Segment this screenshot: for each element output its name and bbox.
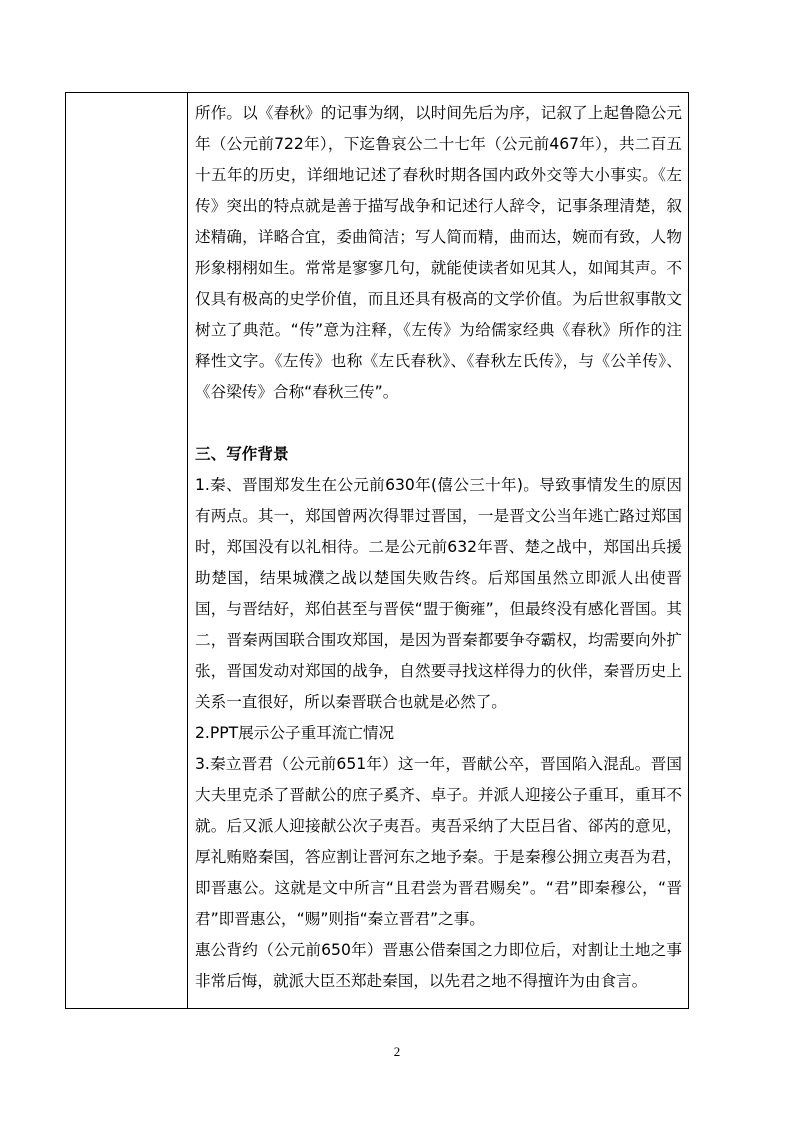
blank-line	[195, 408, 682, 439]
page-number: 2	[393, 1044, 401, 1059]
content-body	[188, 93, 688, 997]
paragraph-background-1: 1.秦、晋围郑发生在公元前630年(僖公三十年)。导致事情发生的原因有两点。其一，郑国曾两次得罪过晋国，一是晋文公当年逃亡路过郑国时，郑国没有以礼相待。二是公元前632年晋、楚之战中，郑国出兵援助楚国，结果城濮之战以楚国失败告终。后郑国虽然立即派人出使晋国，与晋结好，郑伯甚至与晋侯“盟于衡雍”，但最终没有感化晋国。其二，晋秦两国联合围攻郑国，是因为晋秦都要争夺霸权，均需要向外扩张，晋国发动对郑国的战争，自然要寻找这样得力的伙伴，秦晋历史上关系一直很好，所以秦晋联合也就是必然了。	[195, 476, 682, 711]
paragraph-background-3: 3.秦立晋君（公元前651年）这一年，晋献公卒，晋国陷入混乱。晋国大夫里克杀了晋献公的庶子奚齐、卓子。并派人迎接公子重耳，重耳不就。后又派人迎接献公次子夷吾。夷吾采纳了大臣吕省、郤芮的意见，厚礼贿赂秦国，答应割让晋河东之地予秦。于是秦穆公拥立夷吾为君，即晋惠公。这就是文中所言“且君尝为晋君赐矣”。“君”即秦穆公，“晋君”即晋惠公，“赐”则指“秦立晋君”之事。	[195, 755, 682, 928]
table-row	[66, 93, 689, 1009]
section-heading: 三、写作背景	[195, 445, 289, 463]
paragraph-background-4: 惠公背约（公元前650年）晋惠公借秦国之力即位后，对割让土地之事非常后悔，就派大臣丕郑赴秦国，以先君之地不得擅许为由食言。	[195, 941, 682, 990]
paragraph-background-2: 2.PPT展示公子重耳流亡情况	[195, 724, 395, 742]
document-table	[65, 92, 689, 1009]
table-left-cell	[66, 93, 188, 1009]
table-content-cell	[188, 93, 689, 1009]
paragraph-zuozhuan-intro: 所作。以《春秋》的记事为纲，以时间先后为序，记叙了上起鲁隐公元年（公元前722年），下迄鲁哀公二十七年（公元前467年），共二百五十五年的历史，详细地记述了春秋时期各国内政外交等大小事实。《左传》突出的特点就是善于描写战争和记述行人辞令，记事条理清楚，叙述精确，详略合宜，委曲简洁；写人简而精，曲而达，婉而有致，人物形象栩栩如生。常常是寥寥几句，就能使读者如见其人，如闻其声。不仅具有极高的史学价值，而且还具有极高的文学价值。为后世叙事散文树立了典范。“传”意为注释，《左传》为给儒家经典《春秋》所作的注释性文字。《左传》也称《左氏春秋》、《春秋左氏传》，与《公羊传》、《谷梁传》合称“春秋三传”。	[195, 104, 682, 401]
